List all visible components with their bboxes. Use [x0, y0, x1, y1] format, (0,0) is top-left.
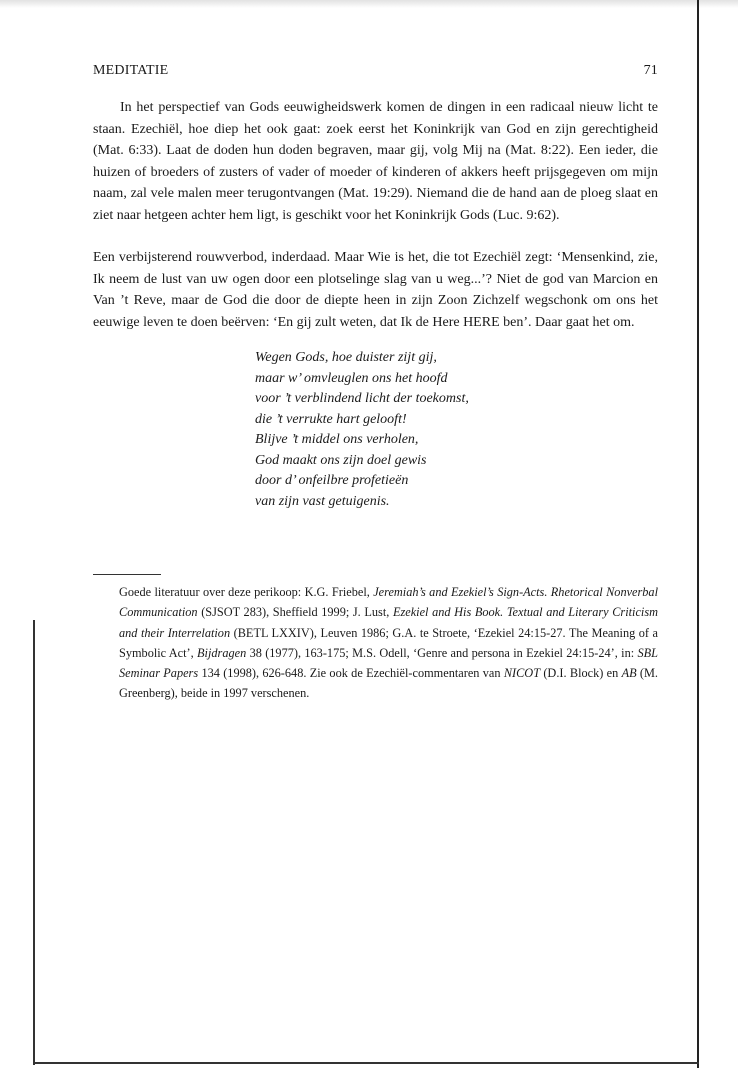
poem-line: God maakt ons zijn doel gewis [255, 452, 427, 468]
paragraph-2: Een verbijsterend rouwverbod, inderdaad. Maar Wie is het, die tot Ezechiël zegt: ‘Mensenkind, zie, Ik neem de lust van uw ogen door een plotselinge slag van u weg...’? Niet de god van Marcion en Van ’t Reve, maar de God die door de diepte heen in zijn Zoon Zichzelf wegschonk om ons het eeuwige leven te doen beërven: ‘En gij zult weten, dat Ik de Here HERE ben’. Daar gaat het om. [93, 250, 658, 330]
footnote-text: 38 (1977), 163-175; M.S. Odell, ‘Genre and persona in Ezekiel 24:15-24’, in: [246, 645, 638, 660]
paragraph-1: In het perspectief van Gods eeuwigheidswerk komen de dingen in een radicaal nieuw licht te staan. Ezechiël, hoe diep het ook gaat: zoek eerst het Koninkrijk van God en zijn gerechtigheid (Mat. 6:33). Laat de doden hun doden begraven, maar gij, volg Mij na (Mat. 8:22). Een ieder, die huizen of broeders of zusters of vader of moeder of kinderen of akkers heeft prijsgegeven om mijn naam, zal vele malen meer terugontvangen (Mat. 19:29). Niemand die de hand aan de ploeg slaat en ziet naar hetgeen achter hem ligt, is geschikt voor het Koninkrijk Gods (Luc. 9:62). [93, 100, 658, 223]
footnote-text: Goede literatuur over deze perikoop: K.G. Friebel, [119, 585, 374, 599]
footnote-title: Ezekiel and His Book. Textual and Literary Criticism and their Interrelation [119, 605, 658, 640]
footnote-title: SBL Seminar Papers [119, 645, 658, 681]
poem-line: die ’t verrukte hart gelooft! [255, 411, 407, 427]
footnote-text: (D.I. Block) en [540, 666, 622, 681]
footnote-separator [93, 574, 161, 575]
page-number: 71 [643, 63, 658, 78]
right-border-line [697, 0, 699, 1068]
poem-line: van zijn vast getuigenis. [255, 493, 390, 509]
left-border-line [33, 620, 35, 1065]
footnote-title: NICOT [503, 666, 541, 681]
footnote-text: (BETL LXXIV), Leuven 1986; G.A. te Stroete, ‘Ezekiel 24:15-27. The Meaning of a Symbolic Act’, [119, 625, 658, 660]
poem-line: door d’ onfeilbre profetieën [255, 473, 409, 488]
running-head-title: MEDITATIE [93, 63, 169, 78]
scan-edge [0, 0, 738, 8]
page-content [93, 63, 658, 704]
footnote-title: AB [621, 666, 637, 681]
footnote-text: 134 (1998), 626-648. Zie ook de Ezechiël-commentaren van [198, 666, 504, 681]
poem [255, 348, 658, 512]
footnote-text: (SJSOT 283), Sheffield 1999; J. Lust, [197, 605, 393, 620]
footnote-title: Jeremiah’s and Ezekiel’s Sign-Acts. Rhetorical Nonverbal Communication [119, 585, 659, 620]
poem-line: maar w’ omvleuglen ons het hoofd [255, 370, 448, 386]
poem-line: Blijve ’t middel ons verholen, [255, 432, 419, 447]
footnote-text: (M. Greenberg), beide in 1997 verschenen. [119, 666, 659, 701]
footnote-title: Bijdragen [197, 645, 247, 660]
running-head [93, 63, 658, 87]
poem-line: voor ’t verblindend licht der toekomst, [255, 391, 469, 406]
footnote [119, 582, 658, 704]
poem-line: Wegen Gods, hoe duister zijt gij, [255, 350, 437, 365]
bottom-border-line [33, 1062, 699, 1064]
